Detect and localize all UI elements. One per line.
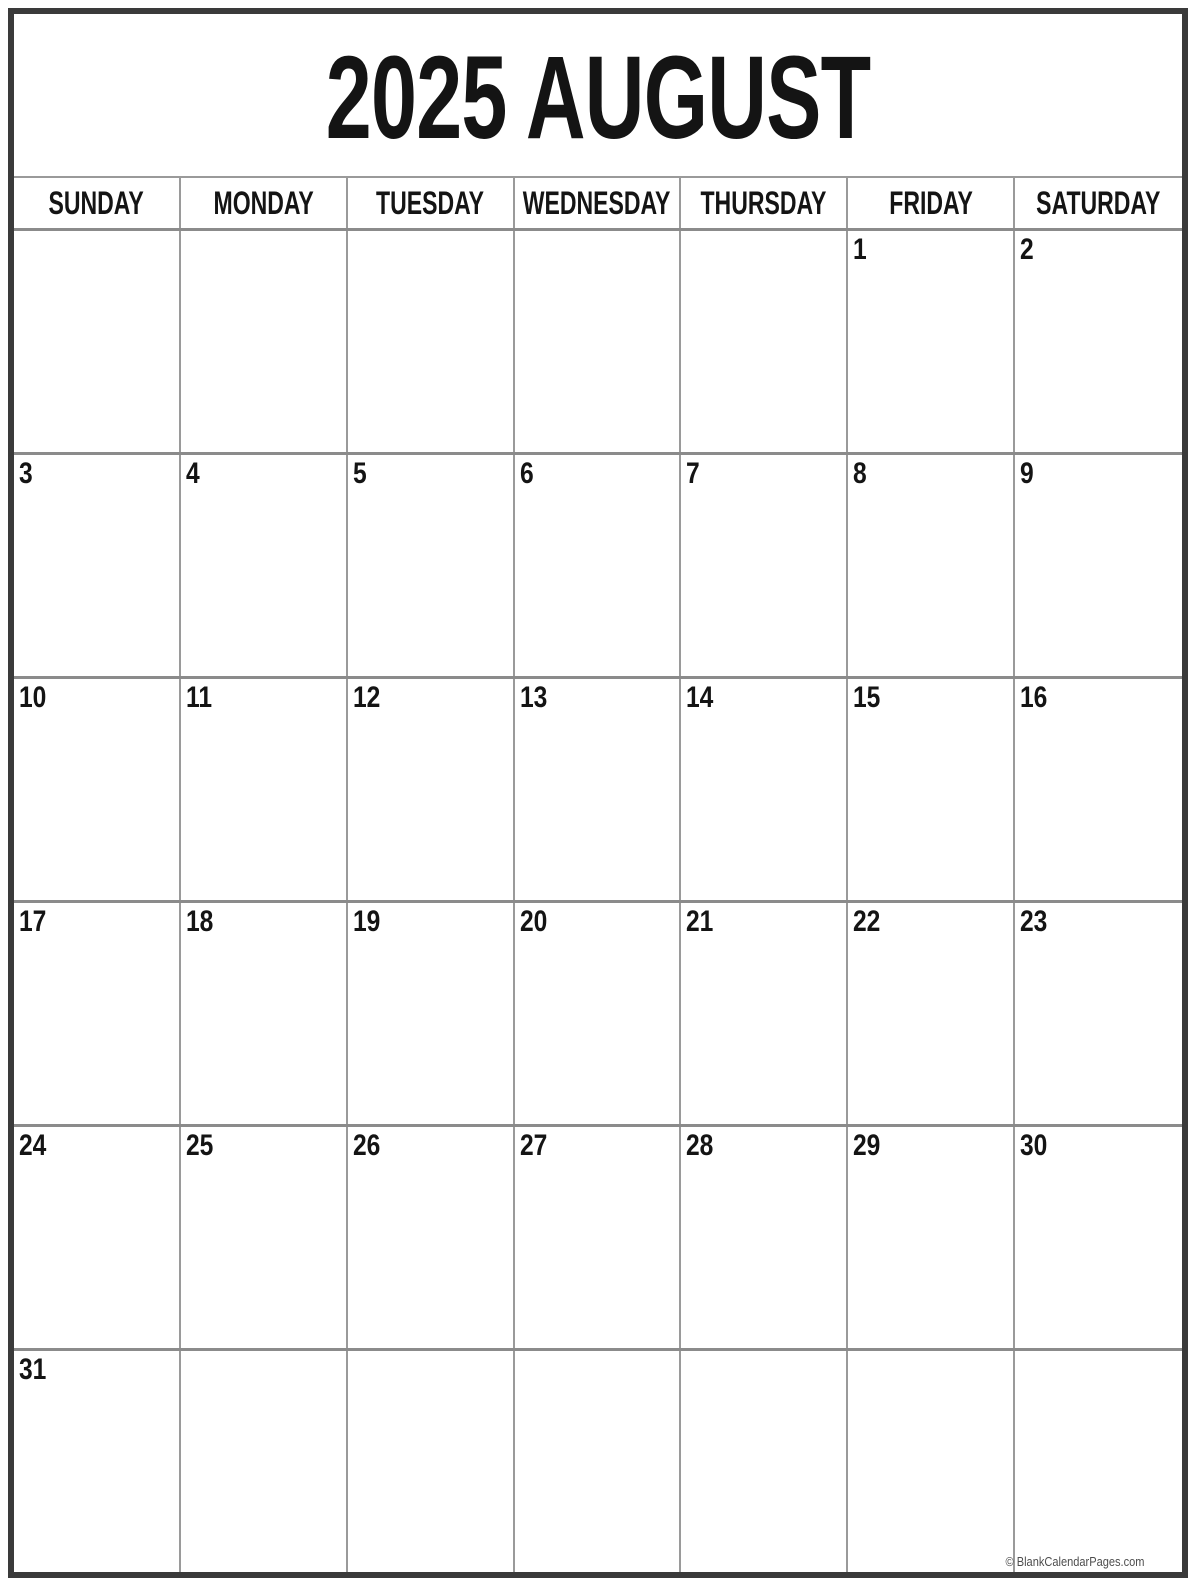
day-cell [348,1127,515,1348]
day-number: 13 [519,681,547,714]
day-cell [515,903,682,1124]
day-number: 26 [352,1129,381,1162]
day-cell [181,455,348,676]
day-number: 1 [853,233,867,266]
day-number: 21 [686,905,714,938]
day-cell [181,231,348,452]
week-row [14,231,1182,455]
watermark: © BlankCalendarPages.com [1005,1554,1144,1569]
day-cell [181,1127,348,1348]
week-row [14,679,1182,903]
day-cell [14,1351,181,1572]
day-number: 9 [1020,457,1034,490]
day-cell [181,903,348,1124]
day-cell [681,1351,848,1572]
day-number: 7 [686,457,701,490]
day-cell [181,1351,348,1572]
day-number: 29 [853,1129,881,1162]
week-row [14,1351,1182,1572]
weekday-label: TUESDAY [376,184,485,221]
weekday-header-cell [1015,178,1182,228]
day-cell [1015,679,1182,900]
day-cell [14,231,181,452]
day-cell [1015,903,1182,1124]
day-number: 4 [185,457,200,490]
calendar-frame [8,8,1188,1578]
day-number: 16 [1020,681,1048,714]
day-cell [1015,1127,1182,1348]
day-cell [848,679,1015,900]
day-cell [515,1351,682,1572]
weekday-header-cell [515,178,682,228]
day-cell [515,455,682,676]
day-number: 23 [1020,905,1048,938]
day-number: 19 [352,905,381,938]
day-number: 31 [19,1353,47,1386]
weekday-header-cell [348,178,515,228]
day-number: 11 [185,681,212,714]
day-cell [348,679,515,900]
day-number: 17 [19,905,47,938]
day-cell [681,231,848,452]
day-cell [1015,231,1182,452]
day-cell [1015,1351,1182,1572]
day-cell [348,1351,515,1572]
title-area [14,14,1182,176]
day-number: 2 [1020,233,1034,266]
day-number: 3 [19,457,33,490]
day-cell [848,903,1015,1124]
day-cell [348,903,515,1124]
week-row [14,1127,1182,1351]
day-cell [681,679,848,900]
day-number: 6 [519,457,534,490]
day-cell [848,1351,1015,1572]
weekday-header-row [14,176,1182,231]
day-cell [681,455,848,676]
weekday-label: MONDAY [213,184,314,221]
day-cell [348,231,515,452]
calendar-grid [14,231,1182,1572]
day-cell [515,679,682,900]
weekday-header-cell [681,178,848,228]
day-number: 22 [853,905,881,938]
weekday-header-cell [848,178,1015,228]
day-cell [681,903,848,1124]
day-number: 10 [19,681,47,714]
day-number: 28 [686,1129,714,1162]
day-number: 30 [1020,1129,1048,1162]
day-cell [515,231,682,452]
weekday-label: SUNDAY [48,184,145,221]
day-cell [848,231,1015,452]
day-cell [515,1127,682,1348]
weekday-header-cell [14,178,181,228]
week-row [14,903,1182,1127]
weekday-header-cell [181,178,348,228]
weekday-label: SATURDAY [1036,184,1161,221]
day-number: 27 [519,1129,547,1162]
day-number: 20 [519,905,547,938]
day-cell [348,455,515,676]
day-cell [181,679,348,900]
day-cell [1015,455,1182,676]
day-cell [681,1127,848,1348]
calendar-title: 2025 AUGUST [325,32,871,164]
weekday-label: WEDNESDAY [523,184,671,221]
day-cell [14,1127,181,1348]
day-cell [14,679,181,900]
day-number: 12 [352,681,381,714]
weekday-label: THURSDAY [700,184,827,221]
day-cell [14,455,181,676]
day-number: 14 [686,681,714,714]
day-number: 5 [352,457,367,490]
day-number: 8 [853,457,867,490]
day-number: 15 [853,681,881,714]
weekday-label: FRIDAY [888,184,973,221]
day-number: 25 [185,1129,214,1162]
day-cell [848,455,1015,676]
day-cell [14,903,181,1124]
day-number: 18 [185,905,214,938]
day-number: 24 [19,1129,47,1162]
week-row [14,455,1182,679]
day-cell [848,1127,1015,1348]
